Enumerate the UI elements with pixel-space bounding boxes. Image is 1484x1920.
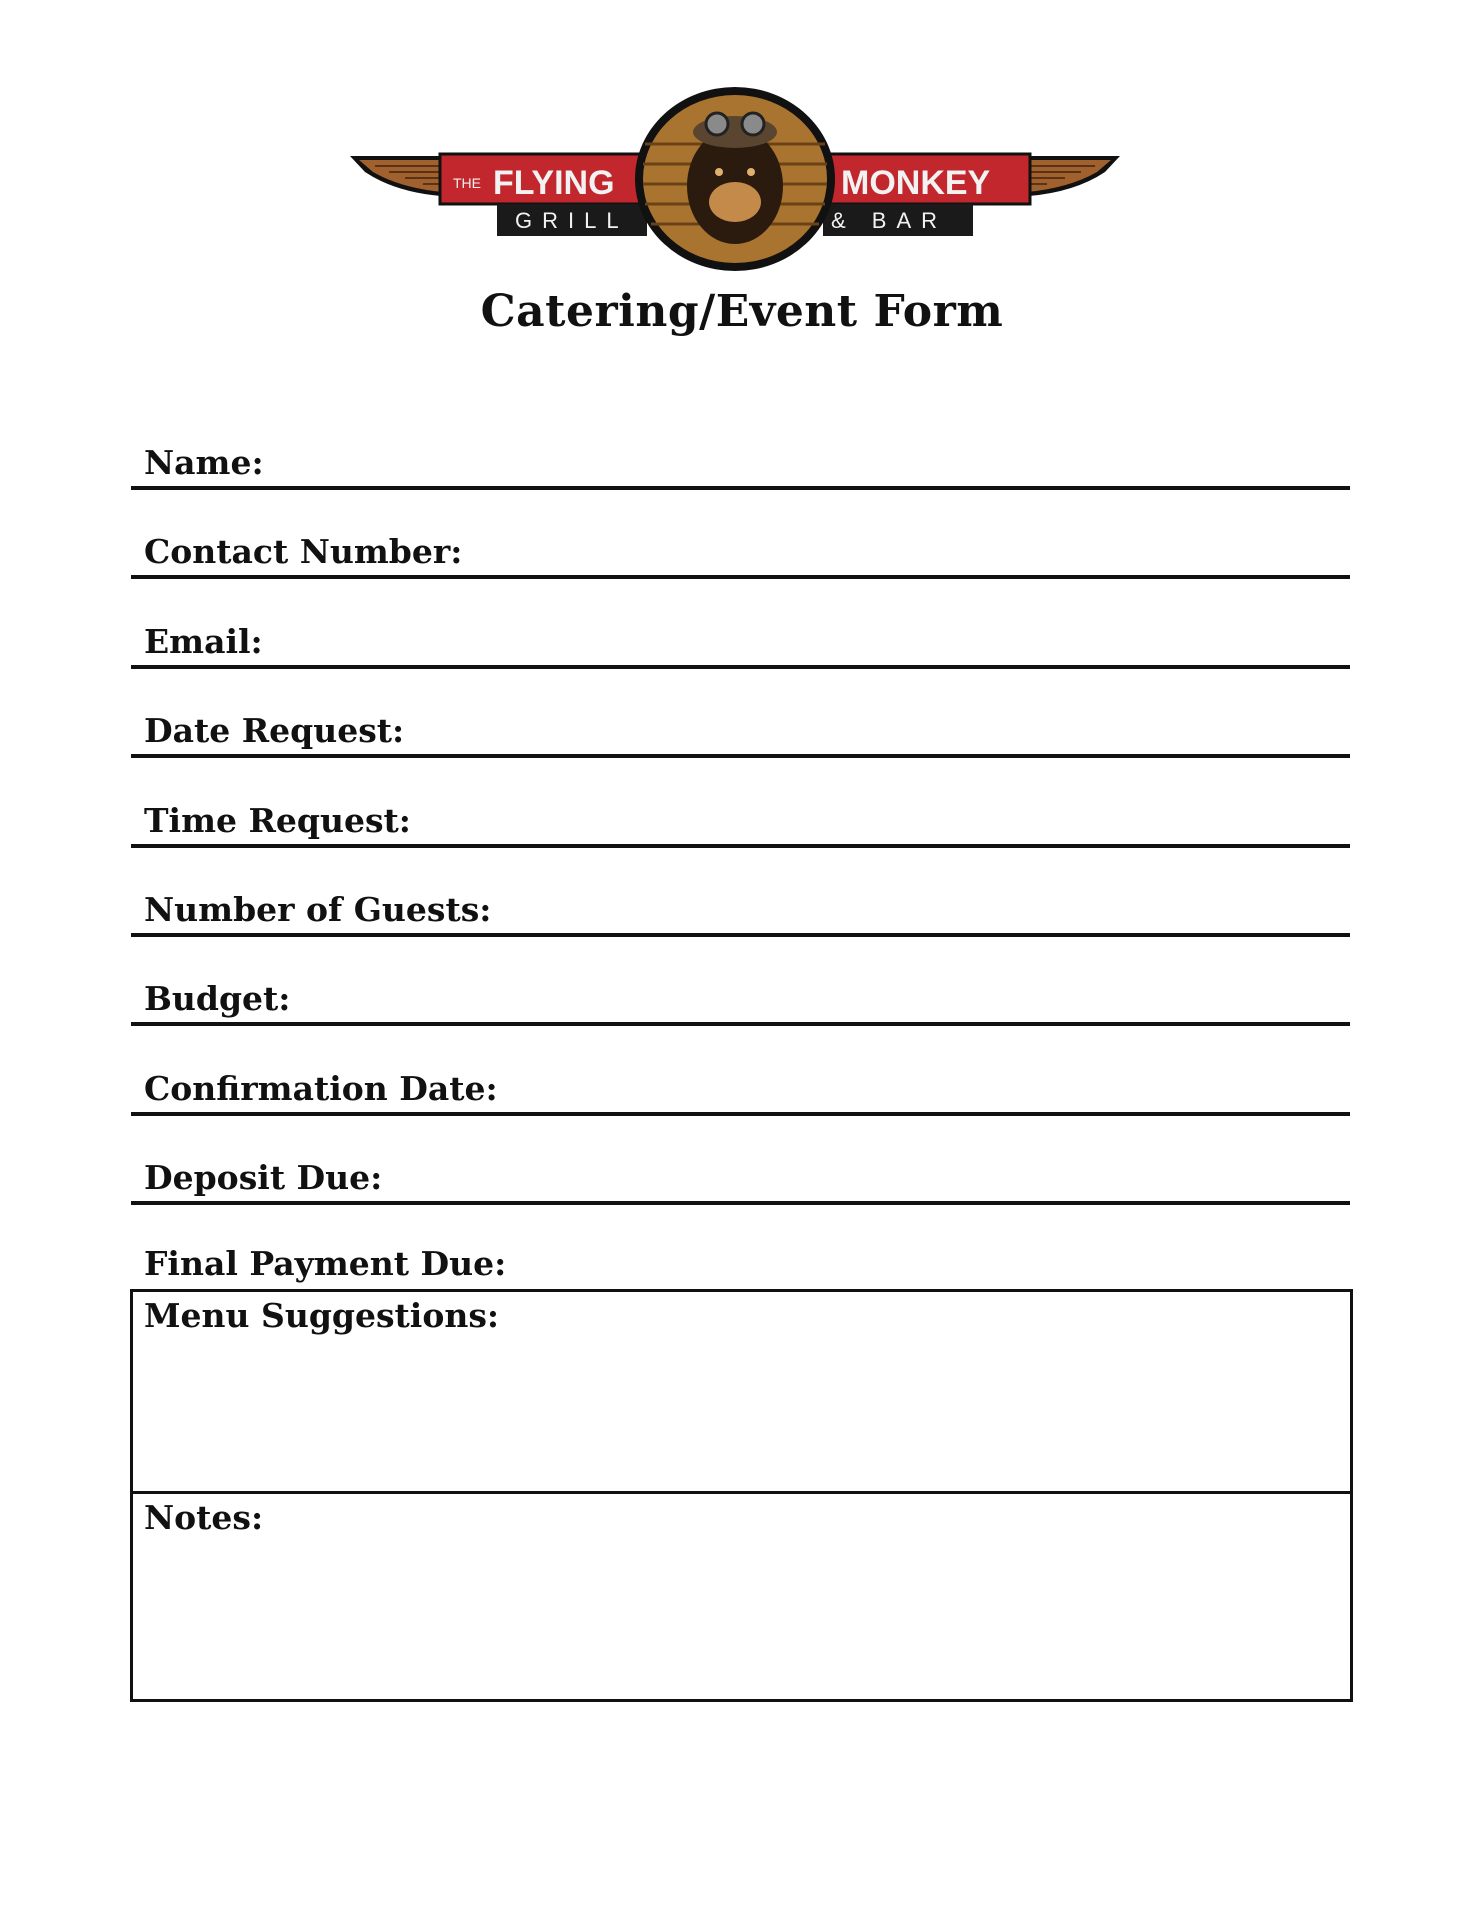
notes-label: Notes: [144, 1498, 264, 1537]
date-request-label: Date Request: [144, 711, 405, 750]
deposit-due-label: Deposit Due: [144, 1158, 383, 1197]
time-request-field[interactable] [131, 788, 1350, 848]
contact-number-field[interactable] [131, 519, 1350, 579]
time-request-label: Time Request: [144, 801, 411, 840]
logo-the-text: THE [453, 175, 481, 191]
number-of-guests-label: Number of Guests: [144, 890, 492, 929]
details-box [130, 1289, 1353, 1702]
deposit-due-field[interactable] [131, 1145, 1350, 1205]
email-field[interactable] [131, 609, 1350, 669]
name-field[interactable] [131, 430, 1350, 490]
email-label: Email: [144, 622, 263, 661]
budget-field[interactable] [131, 966, 1350, 1026]
contact-number-label: Contact Number: [144, 532, 463, 571]
name-label: Name: [144, 443, 264, 482]
final-payment-due-label: Final Payment Due: [144, 1244, 507, 1283]
menu-suggestions-label: Menu Suggestions: [144, 1296, 500, 1335]
confirmation-date-label: Confirmation Date: [144, 1069, 498, 1108]
logo-flying-text: FLYING [493, 164, 615, 202]
monkey-medallion [635, 87, 835, 271]
form-title: Catering/Event Form [480, 286, 1004, 337]
number-of-guests-field[interactable] [131, 877, 1350, 937]
menu-suggestions-area[interactable] [133, 1292, 1350, 1494]
logo-monkey-text: MONKEY [841, 164, 991, 202]
budget-label: Budget: [144, 979, 291, 1018]
flying-monkey-logo [345, 84, 1125, 274]
logo-bar-text: & BAR [831, 208, 948, 233]
confirmation-date-field[interactable] [131, 1056, 1350, 1116]
date-request-field[interactable] [131, 698, 1350, 758]
notes-area[interactable] [133, 1494, 1350, 1699]
logo-grill-text: GRILL [515, 208, 629, 233]
